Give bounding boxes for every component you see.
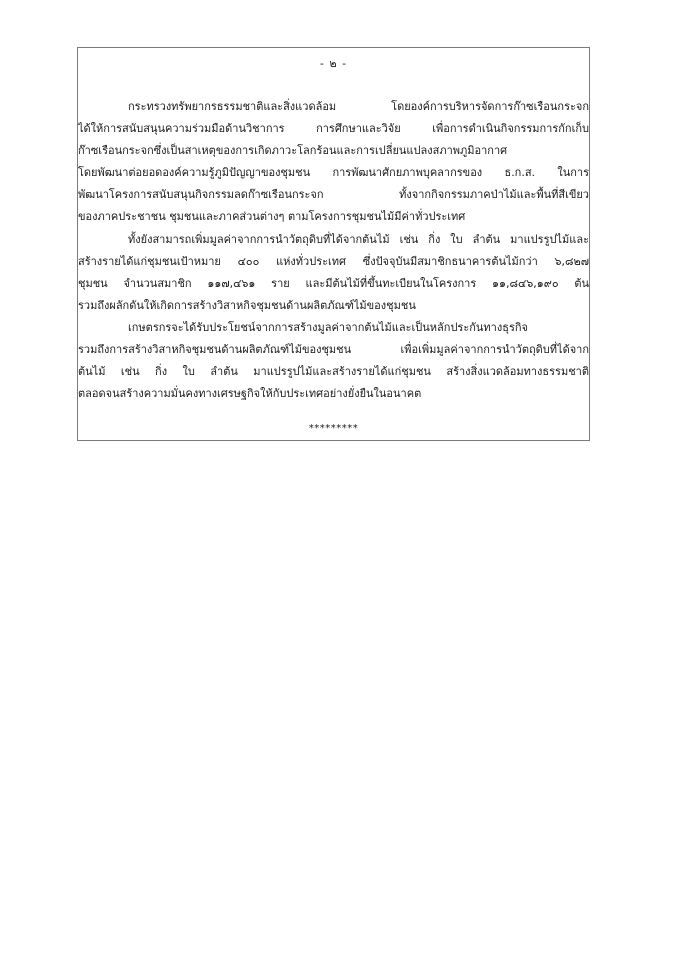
paragraph-line: พัฒนาโครงการสนับสนุนกิจกรรมลดก๊าซเรือนกระจก ทั้งจากกิจกรรมภาคป่าไม้และพื้นที่สีเขียว: [78, 188, 589, 201]
paragraph-line: ของภาคประชาชน ชุมชนและภาคส่วนต่างๆ ตามโครงการชุมชนไม้มีค่าทั่วประเทศ: [78, 210, 466, 223]
paragraph-line: สร้างรายได้แก่ชุมชนเป้าหมาย ๔๐๐ แห่งทั่วประเทศ ซึ่งปัจจุบันมีสมาชิกธนาคารต้นไม้กว่า ๖,๘๒๗: [78, 255, 589, 268]
paragraph-line: ต้นไม้ เช่น กิ่ง ใบ ลำต้น มาแปรรูปไม้และสร้างรายได้แก่ชุมชน สร้างสิ่งแวดล้อมทางธรรมชาติ: [78, 365, 589, 378]
paragraph-3: [78, 317, 589, 405]
paragraph-line: ทั้งยังสามารถเพิ่มมูลค่าจากการนำวัตถุดิบที่ได้จากต้นไม้ เช่น กิ่ง ใบ ลำต้น มาแปรรูปไม้และ: [128, 233, 589, 246]
paragraph-line: กระทรวงทรัพยากรธรรมชาติและสิ่งแวดล้อม โดยองค์การบริหารจัดการก๊าซเรือนกระจก: [128, 100, 589, 113]
paragraph-line: รวมถึงผลักดันให้เกิดการสร้างวิสาหกิจชุมชนด้านผลิตภัณฑ์ไม้ของชุมชน: [78, 299, 416, 312]
paragraph-2: [78, 229, 589, 317]
paragraph-line: ก๊าซเรือนกระจกซึ่งเป็นสาเหตุของการเกิดภาวะโลกร้อนและการเปลี่ยนแปลงสภาพภูมิอากาศ: [78, 144, 508, 157]
page-number: - ๒ -: [319, 57, 348, 70]
paragraph-line: โดยพัฒนาต่อยอดองค์ความรู้ภูมิปัญญาของชุมชน การพัฒนาศักยภาพบุคลากรของ ธ.ก.ส. ในการ: [78, 166, 589, 179]
paragraph-line: รวมถึงการสร้างวิสาหกิจชุมชนด้านผลิตภัณฑ์ไม้ของชุมชน เพื่อเพิ่มมูลค่าจากการนำวัตถุดิบที่ได้จาก: [78, 343, 589, 356]
end-of-document-mark: *********: [308, 423, 359, 434]
bordered-text-box: [77, 47, 590, 441]
paragraph-line: เกษตรกรจะได้รับประโยชน์จากการสร้างมูลค่าจากต้นไม้และเป็นหลักประกันทางธุรกิจ: [128, 321, 528, 334]
paragraph-line: ได้ให้การสนับสนุนความร่วมมือด้านวิชาการ การศึกษาและวิจัย เพื่อการดำเนินกิจกรรมการกักเก็บ: [78, 122, 589, 135]
paragraph-line: ตลอดจนสร้างความมั่นคงทางเศรษฐกิจให้กับประเทศอย่างยั่งยืนในอนาคต: [78, 387, 422, 400]
paragraph-line: ชุมชน จำนวนสมาชิก ๑๑๗,๔๖๑ ราย และมีต้นไม้ที่ขึ้นทะเบียนในโครงการ ๑๑,๘๔๖,๑๙๐ ต้น: [78, 277, 589, 290]
paragraph-1: [78, 96, 589, 228]
